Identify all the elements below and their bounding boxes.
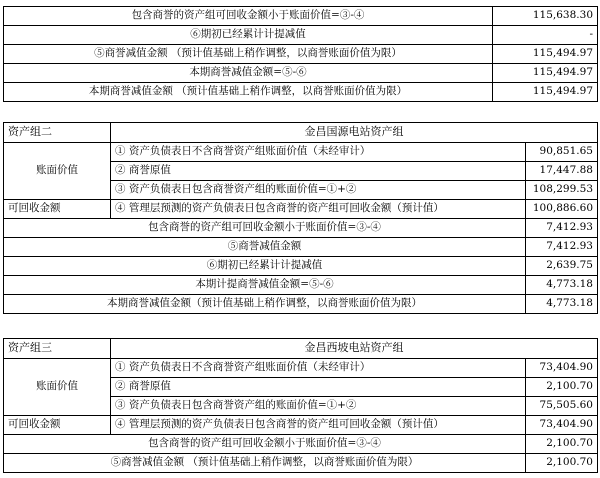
table-section-2 bbox=[3, 122, 598, 314]
table-header-row bbox=[4, 339, 598, 359]
row-label: 包含商誉的资产组可回收金额小于账面价值=③-④ bbox=[4, 435, 526, 454]
row-value: 2,639.75 bbox=[526, 257, 598, 276]
row-value: 115,494.97 bbox=[493, 83, 598, 102]
table-row bbox=[4, 7, 598, 26]
row-label: ③ 资产负债表日包含商誉资产组的账面价值=①+② bbox=[111, 181, 526, 200]
row-label: ⑤商誉减值金额 bbox=[4, 238, 526, 257]
row-value: 7,412.93 bbox=[526, 238, 598, 257]
row-value: 108,299.53 bbox=[526, 181, 598, 200]
table-row bbox=[4, 219, 598, 238]
recoverable-label: 可回收金额 bbox=[4, 416, 111, 435]
row-value: 115,494.97 bbox=[493, 64, 598, 83]
row-label: 包含商誉的资产组可回收金额小于账面价值=③-④ bbox=[4, 7, 493, 26]
row-value: 90,851.65 bbox=[526, 143, 598, 162]
row-value: 115,638.30 bbox=[493, 7, 598, 26]
table-row bbox=[4, 276, 598, 295]
row-value: 2,100.70 bbox=[526, 378, 598, 397]
table-row bbox=[4, 64, 598, 83]
group-name: 金昌西坡电站资产组 bbox=[111, 339, 598, 359]
row-label: 本期商誉减值金额（预计值基础上稍作调整，以商誉账面价值为限） bbox=[4, 295, 526, 314]
row-value: 2,100.70 bbox=[526, 454, 598, 473]
row-value: 115,494.97 bbox=[493, 45, 598, 64]
recoverable-label: 可回收金额 bbox=[4, 200, 111, 219]
table-section-1 bbox=[3, 6, 598, 102]
row-value: 7,412.93 bbox=[526, 219, 598, 238]
table-header-row bbox=[4, 123, 598, 143]
row-value: 4,773.18 bbox=[526, 295, 598, 314]
table-row bbox=[4, 359, 598, 378]
row-value: 17,447.88 bbox=[526, 162, 598, 181]
row-value: 100,886.60 bbox=[526, 200, 598, 219]
table-row bbox=[4, 435, 598, 454]
row-label: 本期计提商誉减值金额=⑤-⑥ bbox=[4, 276, 526, 295]
row-label: ④ 管理层预测的资产负债表日包含商誉的资产组可回收金额（预计值） bbox=[111, 416, 526, 435]
row-value: 73,404.90 bbox=[526, 359, 598, 378]
row-label: ② 商誉原值 bbox=[111, 162, 526, 181]
row-label: ⑤商誉减值金额 （预计值基础上稍作调整，以商誉账面价值为限） bbox=[4, 454, 526, 473]
table-row bbox=[4, 83, 598, 102]
table-row bbox=[4, 454, 598, 473]
row-value: 2,100.70 bbox=[526, 435, 598, 454]
table-row bbox=[4, 295, 598, 314]
table-row bbox=[4, 45, 598, 64]
table-row bbox=[4, 238, 598, 257]
row-label: ② 商誉原值 bbox=[111, 378, 526, 397]
group-name: 金昌国源电站资产组 bbox=[111, 123, 598, 143]
row-label: ① 资产负债表日不含商誉资产组账面价值（未经审计） bbox=[111, 359, 526, 378]
row-label: 本期商誉减值金额=⑤-⑥ bbox=[4, 64, 493, 83]
table-row bbox=[4, 257, 598, 276]
book-value-label: 账面价值 bbox=[4, 143, 111, 200]
row-value: 73,404.90 bbox=[526, 416, 598, 435]
row-label: ④ 管理层预测的资产负债表日包含商誉的资产组可回收金额（预计值） bbox=[111, 200, 526, 219]
row-value: 75,505.60 bbox=[526, 397, 598, 416]
table-row bbox=[4, 26, 598, 45]
row-label: 本期商誉减值金额 （预计值基础上稍作调整，以商誉账面价值为限） bbox=[4, 83, 493, 102]
row-label: 包含商誉的资产组可回收金额小于账面价值=③-④ bbox=[4, 219, 526, 238]
book-value-label: 账面价值 bbox=[4, 359, 111, 416]
row-value: - bbox=[493, 26, 598, 45]
row-value: 4,773.18 bbox=[526, 276, 598, 295]
table-row bbox=[4, 143, 598, 162]
row-label: ⑥期初已经累计计提减值 bbox=[4, 257, 526, 276]
row-label: ⑤商誉减值金额 （预计值基础上稍作调整，以商誉账面价值为限） bbox=[4, 45, 493, 64]
row-label: ⑥期初已经累计计提减值 bbox=[4, 26, 493, 45]
group-label: 资产组二 bbox=[4, 123, 111, 143]
row-label: ① 资产负债表日不含商誉资产组账面价值（未经审计） bbox=[111, 143, 526, 162]
group-label: 资产组三 bbox=[4, 339, 111, 359]
table-row bbox=[4, 200, 598, 219]
table-section-3 bbox=[3, 338, 598, 473]
row-label: ③ 资产负债表日包含商誉资产组的账面价值=①+② bbox=[111, 397, 526, 416]
table-row bbox=[4, 416, 598, 435]
